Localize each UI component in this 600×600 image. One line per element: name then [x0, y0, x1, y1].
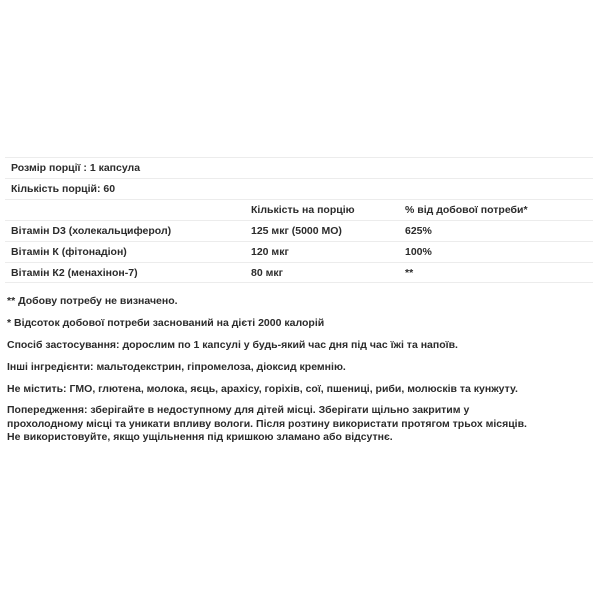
- table-header-row: [5, 199, 593, 220]
- free-of-note: Не містить: ГМО, глютена, молока, яєць, арахісу, горіхів, сої, пшениці, риби, молюсків та кунжуту.: [7, 383, 518, 395]
- nutrient-name: Вітамін К2 (менахінон-7): [11, 266, 138, 279]
- supplement-facts-table: [5, 157, 593, 283]
- serving-size-row: [5, 157, 593, 178]
- nutrient-name: Вітамін К (фітонадіон): [11, 246, 127, 258]
- warning-note: Попередження: зберігайте в недоступному для дітей місці. Зберігати щільно закритим у прохолодному місці та уникати впливу вологи. Після розтину використати протягом трьох місяців. Не використовуйте, якщо ущільнення під кришкою зламано або відсутнє.: [7, 404, 527, 443]
- usage-note: Спосіб застосування: дорослим по 1 капсулі у будь-який час дня під час їжі та напоїв.: [7, 339, 458, 351]
- nutrient-amount: 125 мкг (5000 МО): [251, 225, 342, 237]
- dv-basis-note: * Відсоток добової потреби заснований на дієті 2000 калорій: [7, 317, 325, 329]
- servings-count-text: Кількість порцій: 60: [11, 183, 116, 195]
- nutrient-daily-value: 100%: [405, 246, 432, 258]
- nutrient-amount: 120 мкг: [251, 246, 289, 258]
- header-daily-value: % від добової потреби*: [405, 204, 528, 216]
- table-row: [5, 262, 593, 283]
- nutrient-daily-value: **: [405, 266, 414, 279]
- header-amount: Кількість на порцію: [251, 204, 355, 216]
- dv-not-established-note: ** Добову потребу не визначено.: [7, 295, 178, 307]
- nutrient-daily-value: 625%: [405, 225, 432, 237]
- serving-size-text: Розмір порції : 1 капсула: [11, 162, 141, 174]
- nutrient-amount: 80 мкг: [251, 266, 283, 279]
- notes-section: [7, 293, 587, 445]
- table-row: [5, 241, 593, 262]
- other-ingredients-note: Інші інгредієнти: мальтодекстрин, гіпромелоза, діоксид кремнію.: [7, 361, 346, 373]
- table-row: [5, 220, 593, 241]
- servings-count-row: [5, 178, 593, 199]
- nutrient-name: Вітамін D3 (холекальциферол): [11, 225, 172, 237]
